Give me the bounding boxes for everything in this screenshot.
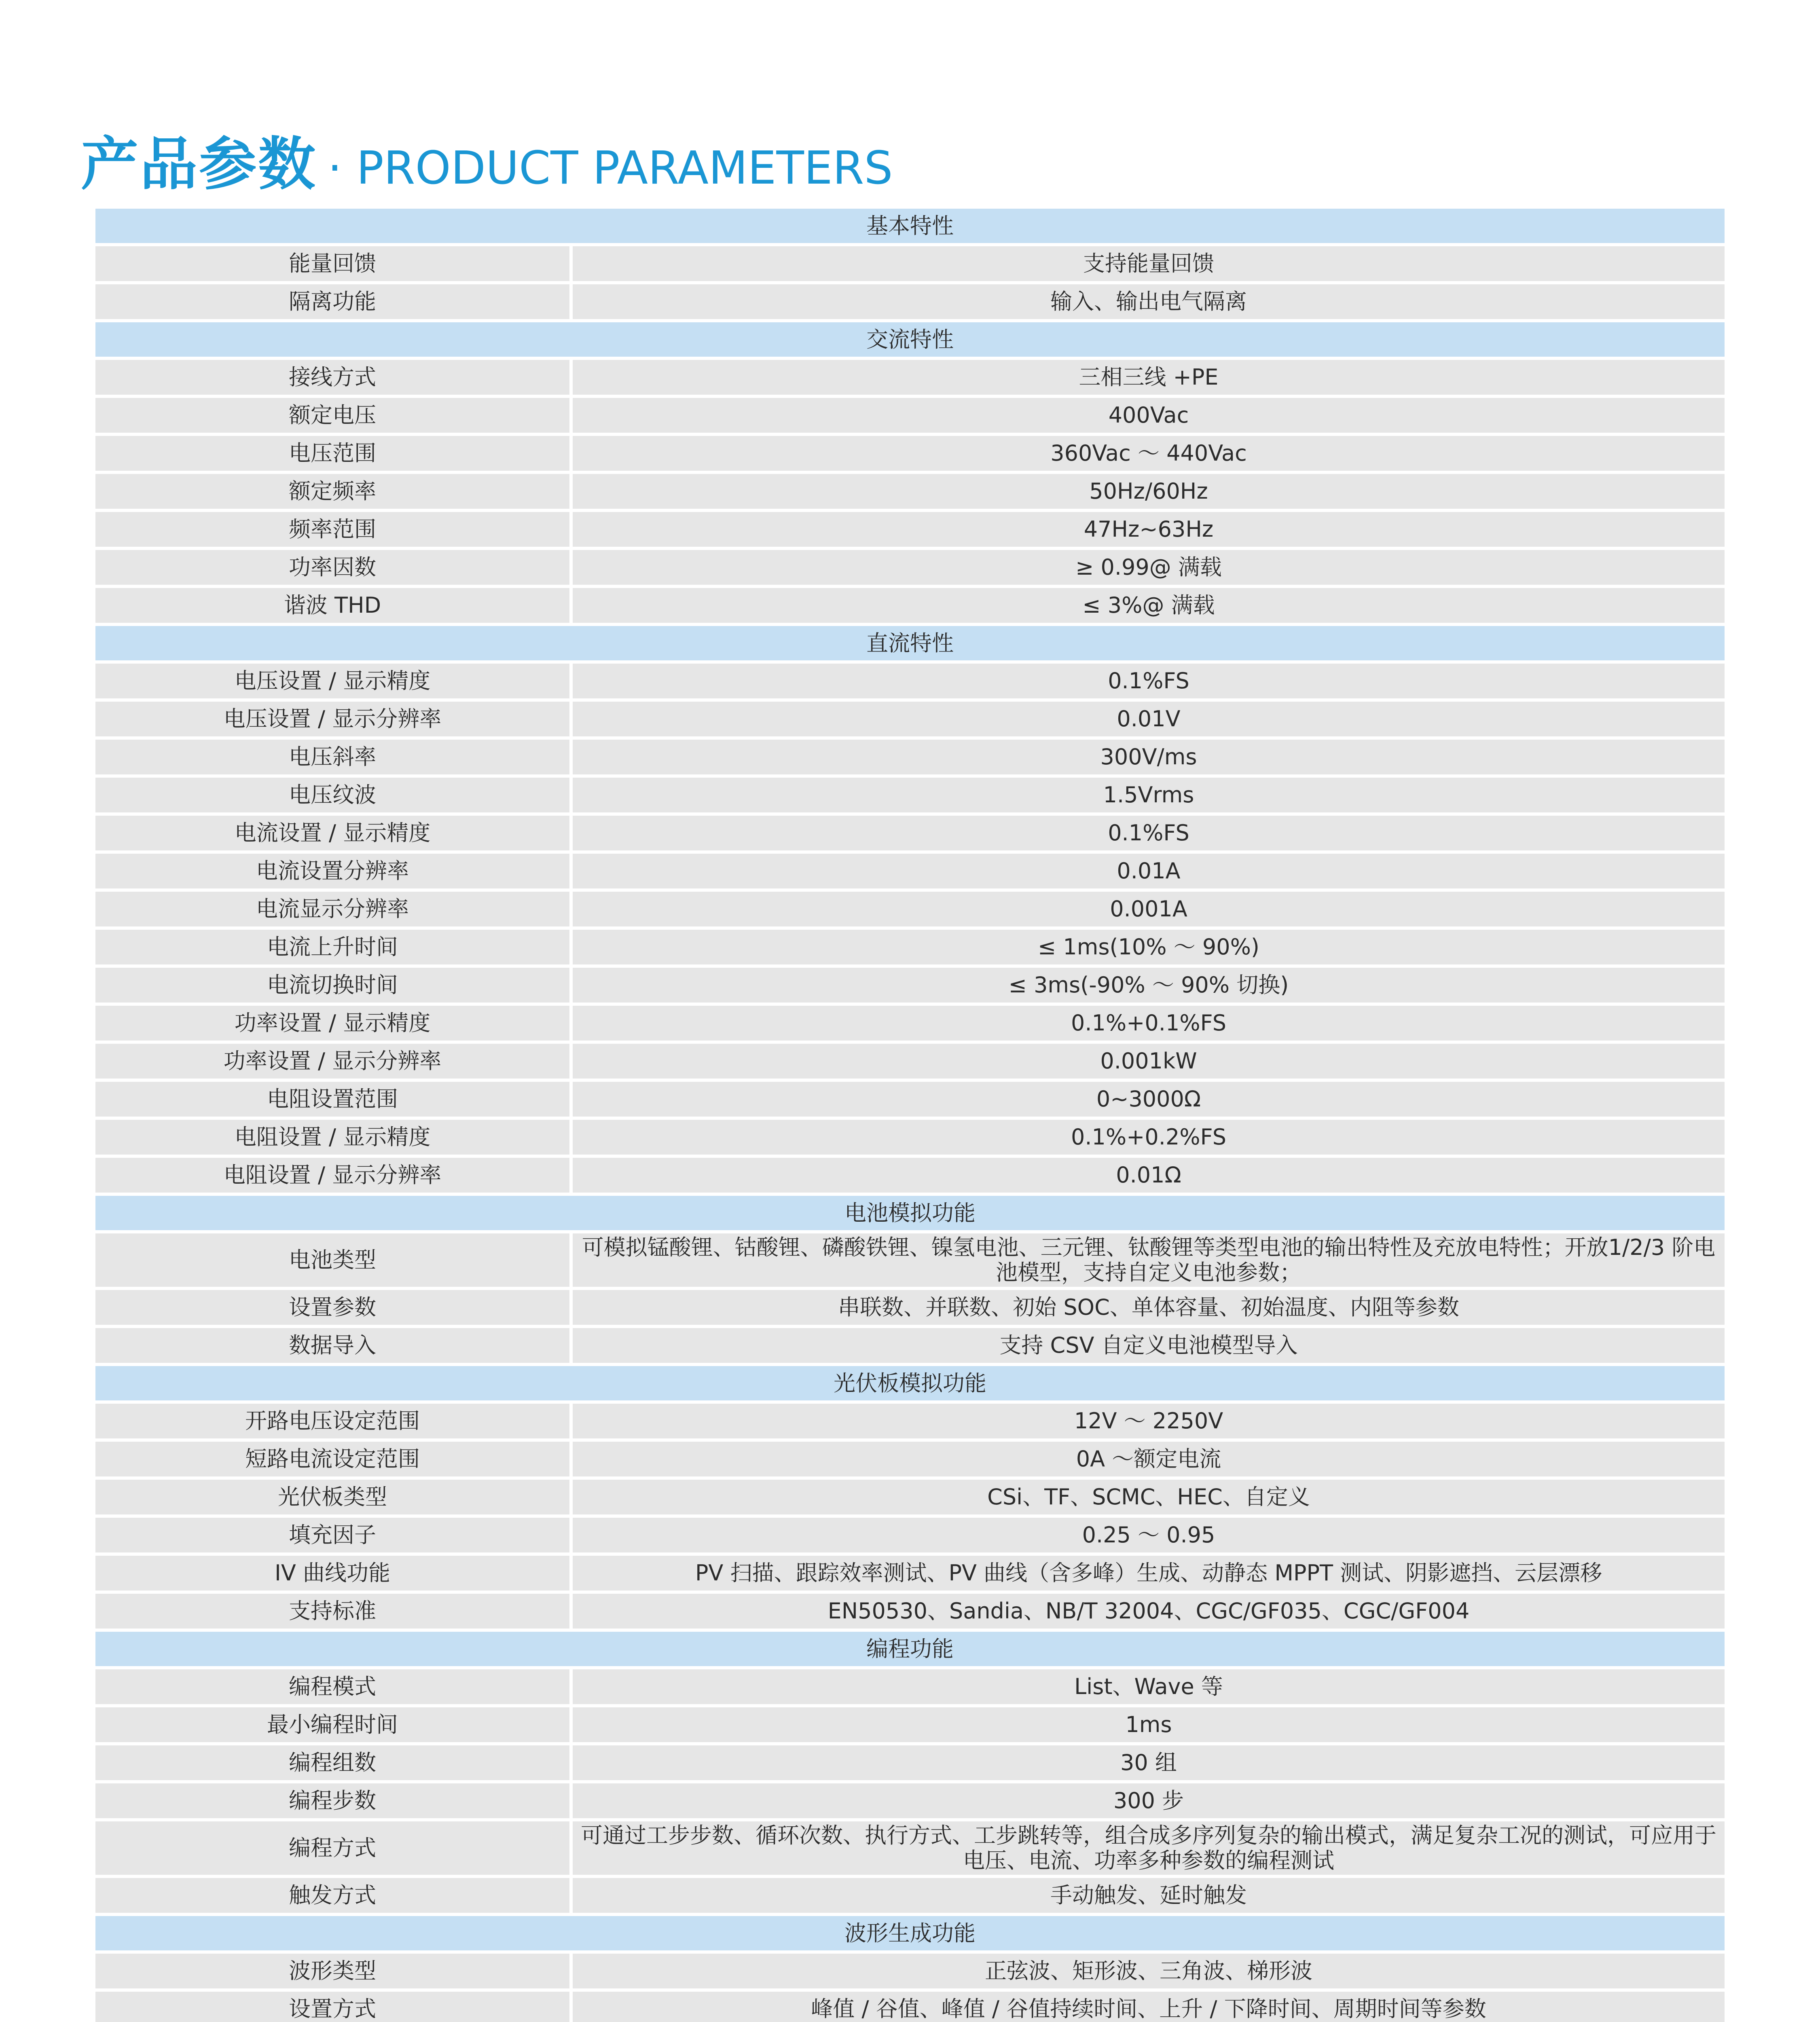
parameter-label: 填充因子: [95, 1518, 573, 1552]
parameter-label: 谐波 THD: [95, 588, 573, 623]
page-title: [81, 104, 893, 198]
parameter-value: 0.01Ω: [573, 1158, 1725, 1193]
table-row: [95, 702, 1725, 736]
table-row: [95, 550, 1725, 585]
parameter-label: 接线方式: [95, 360, 573, 395]
parameter-value: ≥ 0.99@ 满载: [573, 550, 1725, 585]
parameter-label: 波形类型: [95, 1954, 573, 1988]
parameter-value: 0.1%+0.1%FS: [573, 1006, 1725, 1041]
table-row: [95, 1480, 1725, 1514]
parameter-value: 360Vac ～ 440Vac: [573, 436, 1725, 471]
parameter-label: 电流设置 / 显示精度: [95, 816, 573, 850]
section-title: 交流特性: [95, 322, 1725, 357]
parameter-label: 最小编程时间: [95, 1707, 573, 1742]
parameter-value: PV 扫描、跟踪效率测试、PV 曲线（含多峰）生成、动静态 MPPT 测试、阴影遮挡、云层漂移: [573, 1556, 1725, 1591]
parameter-label: 编程组数: [95, 1745, 573, 1780]
parameter-label: 电压范围: [95, 436, 573, 471]
table-row: [95, 1821, 1725, 1875]
table-row: [95, 1669, 1725, 1704]
parameter-label: 设置方式: [95, 1992, 573, 2022]
parameter-value: ≤ 1ms(10% ～ 90%): [573, 930, 1725, 964]
parameter-label: IV 曲线功能: [95, 1556, 573, 1591]
parameter-label: 短路电流设定范围: [95, 1442, 573, 1476]
parameter-label: 功率因数: [95, 550, 573, 585]
parameter-value: 0.25 ～ 0.95: [573, 1518, 1725, 1552]
parameter-value: 峰值 / 谷值、峰值 / 谷值持续时间、上升 / 下降时间、周期时间等参数: [573, 1992, 1725, 2022]
parameter-label: 开路电压设定范围: [95, 1404, 573, 1438]
table-row: [95, 1518, 1725, 1552]
parameters-table: [95, 205, 1725, 2022]
parameter-label: 触发方式: [95, 1878, 573, 1913]
parameter-value: CSi、TF、SCMC、HEC、自定义: [573, 1480, 1725, 1514]
table-row: [95, 892, 1725, 926]
parameter-label: 电压斜率: [95, 740, 573, 774]
parameter-label: 能量回馈: [95, 246, 573, 281]
section-title: 光伏板模拟功能: [95, 1366, 1725, 1400]
parameter-label: 额定频率: [95, 474, 573, 509]
parameter-label: 电流显示分辨率: [95, 892, 573, 926]
parameter-label: 支持标准: [95, 1594, 573, 1629]
table-row: [95, 360, 1725, 395]
parameter-label: 功率设置 / 显示分辨率: [95, 1044, 573, 1079]
table-row: [95, 1044, 1725, 1079]
section-header-row: [95, 1366, 1725, 1400]
section-header-row: [95, 1916, 1725, 1950]
table-row: [95, 854, 1725, 888]
parameter-label: 编程步数: [95, 1783, 573, 1818]
table-row: [95, 512, 1725, 547]
parameter-label: 电流切换时间: [95, 968, 573, 1003]
table-row: [95, 968, 1725, 1003]
parameter-value: 三相三线 +PE: [573, 360, 1725, 395]
parameter-value: 0.01V: [573, 702, 1725, 736]
table-row: [95, 1594, 1725, 1629]
parameter-value: 0.1%+0.2%FS: [573, 1120, 1725, 1155]
parameter-value: 0.1%FS: [573, 816, 1725, 850]
parameter-label: 频率范围: [95, 512, 573, 547]
table-row: [95, 1878, 1725, 1913]
parameter-value: 串联数、并联数、初始 SOC、单体容量、初始温度、内阻等参数: [573, 1290, 1725, 1325]
parameter-value: 手动触发、延时触发: [573, 1878, 1725, 1913]
parameter-label: 电阻设置 / 显示精度: [95, 1120, 573, 1155]
parameter-value: ≤ 3%@ 满载: [573, 588, 1725, 623]
parameter-value: 50Hz/60Hz: [573, 474, 1725, 509]
section-header-row: [95, 1196, 1725, 1230]
section-title: 电池模拟功能: [95, 1196, 1725, 1230]
section-header-row: [95, 322, 1725, 357]
table-row: [95, 930, 1725, 964]
parameter-value: 400Vac: [573, 398, 1725, 433]
parameter-label: 编程模式: [95, 1669, 573, 1704]
parameter-value: EN50530、Sandia、NB/T 32004、CGC/GF035、CGC/GF004: [573, 1594, 1725, 1629]
table-row: [95, 1233, 1725, 1287]
table-row: [95, 1992, 1725, 2022]
parameter-value: 12V ～ 2250V: [573, 1404, 1725, 1438]
table-row: [95, 1707, 1725, 1742]
parameter-value: 1ms: [573, 1707, 1725, 1742]
section-header-row: [95, 626, 1725, 660]
parameter-value: 300 步: [573, 1783, 1725, 1818]
table-row: [95, 1082, 1725, 1117]
page-title-en: · PRODUCT PARAMETERS: [328, 142, 893, 195]
parameter-value: 0.001kW: [573, 1044, 1725, 1079]
parameter-value: 0.1%FS: [573, 664, 1725, 698]
parameter-label: 电阻设置范围: [95, 1082, 573, 1117]
parameter-value: 0.01A: [573, 854, 1725, 888]
table-row: [95, 474, 1725, 509]
section-title: 编程功能: [95, 1632, 1725, 1666]
parameter-label: 电压纹波: [95, 778, 573, 812]
table-row: [95, 246, 1725, 281]
table-row: [95, 588, 1725, 623]
parameter-value: 0~3000Ω: [573, 1082, 1725, 1117]
parameter-value: ≤ 3ms(-90% ～ 90% 切换): [573, 968, 1725, 1003]
section-title: 直流特性: [95, 626, 1725, 660]
parameter-value: 输入、输出电气隔离: [573, 284, 1725, 319]
table-row: [95, 1328, 1725, 1363]
parameter-value: 30 组: [573, 1745, 1725, 1780]
table-row: [95, 1783, 1725, 1818]
parameter-value: 可通过工步步数、循环次数、执行方式、工步跳转等，组合成多序列复杂的输出模式，满足复杂工况的测试，可应用于电压、电流、功率多种参数的编程测试: [573, 1821, 1725, 1875]
section-header-row: [95, 1632, 1725, 1666]
parameter-label: 数据导入: [95, 1328, 573, 1363]
parameter-value: 1.5Vrms: [573, 778, 1725, 812]
parameter-value: 300V/ms: [573, 740, 1725, 774]
section-header-row: [95, 209, 1725, 243]
parameter-label: 设置参数: [95, 1290, 573, 1325]
page-title-cn: 产品参数: [81, 131, 317, 198]
parameter-label: 额定电压: [95, 398, 573, 433]
parameter-value: 可模拟锰酸锂、钴酸锂、磷酸铁锂、镍氢电池、三元锂、钛酸锂等类型电池的输出特性及充放电特性；开放1/2/3 阶电池模型，支持自定义电池参数；: [573, 1233, 1725, 1287]
parameter-label: 功率设置 / 显示精度: [95, 1006, 573, 1041]
parameter-value: 0.001A: [573, 892, 1725, 926]
parameter-label: 光伏板类型: [95, 1480, 573, 1514]
parameter-label: 电池类型: [95, 1233, 573, 1287]
table-row: [95, 1404, 1725, 1438]
parameter-value: 正弦波、矩形波、三角波、梯形波: [573, 1954, 1725, 1988]
parameter-value: 支持能量回馈: [573, 246, 1725, 281]
parameter-value: List、Wave 等: [573, 1669, 1725, 1704]
table-row: [95, 664, 1725, 698]
parameter-value: 支持 CSV 自定义电池模型导入: [573, 1328, 1725, 1363]
table-row: [95, 1745, 1725, 1780]
parameter-label: 电流设置分辨率: [95, 854, 573, 888]
table-row: [95, 1442, 1725, 1476]
parameter-label: 电阻设置 / 显示分辨率: [95, 1158, 573, 1193]
table-row: [95, 1556, 1725, 1591]
parameter-value: 47Hz~63Hz: [573, 512, 1725, 547]
table-row: [95, 816, 1725, 850]
parameter-label: 电压设置 / 显示分辨率: [95, 702, 573, 736]
parameter-value: 0A ～额定电流: [573, 1442, 1725, 1476]
table-row: [95, 1158, 1725, 1193]
table-row: [95, 398, 1725, 433]
table-row: [95, 1290, 1725, 1325]
section-title: 基本特性: [95, 209, 1725, 243]
section-title: 波形生成功能: [95, 1916, 1725, 1950]
table-row: [95, 1006, 1725, 1041]
parameter-label: 电流上升时间: [95, 930, 573, 964]
table-row: [95, 778, 1725, 812]
table-row: [95, 1120, 1725, 1155]
table-row: [95, 436, 1725, 471]
parameter-label: 电压设置 / 显示精度: [95, 664, 573, 698]
parameter-label: 隔离功能: [95, 284, 573, 319]
parameter-label: 编程方式: [95, 1821, 573, 1875]
table-row: [95, 1954, 1725, 1988]
table-row: [95, 740, 1725, 774]
table-row: [95, 284, 1725, 319]
